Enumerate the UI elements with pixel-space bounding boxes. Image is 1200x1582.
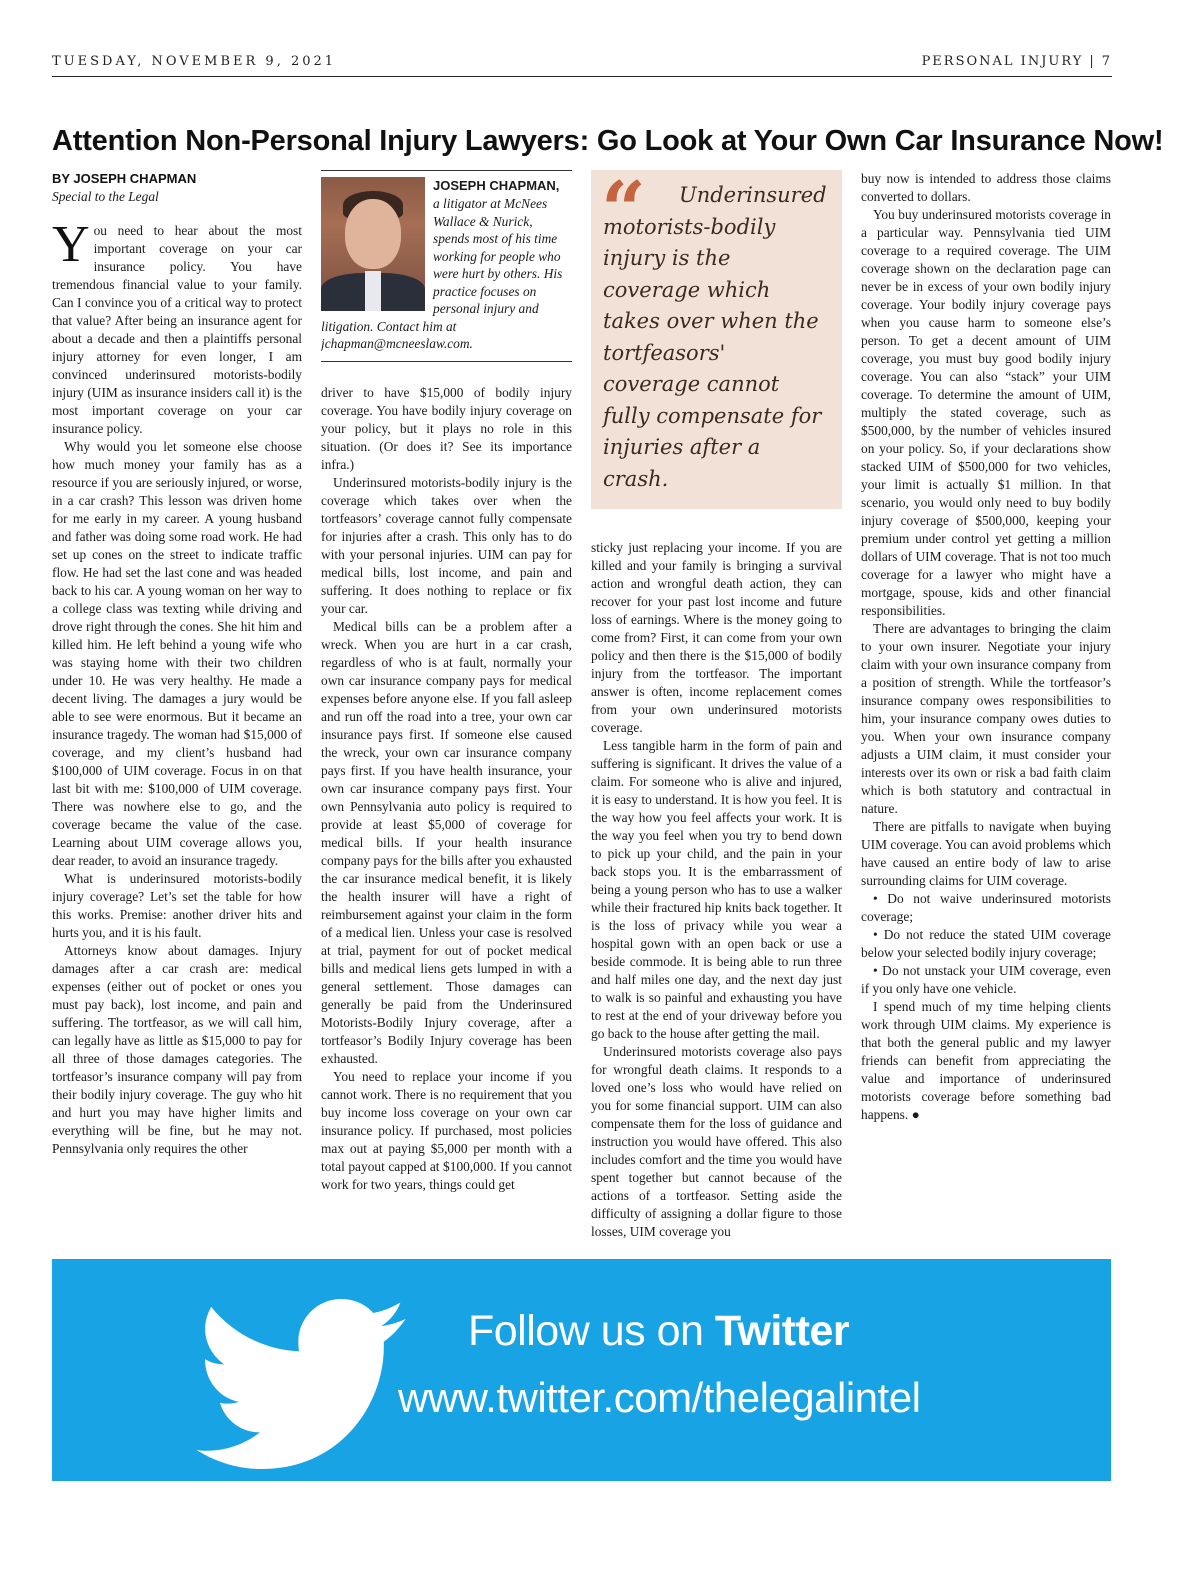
byline-author: BY JOSEPH CHAPMAN <box>52 171 197 186</box>
article-headline: Attention Non-Personal Injury Lawyers: Go Look at Your Own Car Insurance Now! <box>52 125 1164 158</box>
pull-quote-box <box>591 165 842 509</box>
twitter-follow-text <box>468 1307 849 1356</box>
paragraph-text: ou need to hear about the most important coverage on your car insurance policy. You have tremendous financial value to your family. Can I convince you of a critical way to protect that value? After being an insurance agent for about a decade and then a plaintiffs personal injury attorney for even longer, I am convinced underinsured motorists-bodily injury (UIM as insurance insiders call it) is the most important coverage on your car insurance policy. <box>52 223 302 436</box>
article-paragraph: There are pitfalls to navigate when buying UIM coverage. You can avoid problems which have caused an entire body of law to arise surrounding claims for UIM coverage. <box>861 819 1111 888</box>
twitter-bird-icon <box>196 1299 406 1469</box>
byline-subtitle: Special to the Legal <box>52 189 159 204</box>
author-bio-box <box>321 170 572 362</box>
article-paragraph: Less tangible harm in the form of pain and suffering is significant. It drives the value of a claim. For someone who is alive and injured, it is easy to understand. It is how you feel. It is the way how you feel affects your work. It is the way you feel when you try to bend down to pick up your child, and the pain in your back stops you. It is the embarrassment of being a young person who has to use a walker while their fractured hip knits back together. It is the loss of privacy while you wear a hospital gown with an open back or use a beside commode. It is being able to run three and half miles one day, and the next day just to walk is so painful and exhausting you have to rest at the end of your driveway before you go back to the house after getting the mail. <box>591 738 842 1041</box>
twitter-brand: Twitter <box>714 1307 850 1355</box>
header-rule <box>52 76 1112 77</box>
drop-cap: Y <box>52 216 90 273</box>
bio-name: JOSEPH CHAPMAN, <box>433 178 560 193</box>
author-photo <box>321 177 425 311</box>
section-name: PERSONAL INJURY <box>921 54 1084 69</box>
article-paragraph <box>52 216 302 438</box>
bio-text: a litigator at McNees Wallace & Nurick, spends most of his time working for people who were hurt by others. His practice focuses on personal injury and litigation. Contact him at jchapman@mcneeslaw.com. <box>321 196 563 351</box>
bullet-item: • Do not waive underinsured motorists coverage; <box>861 891 1111 924</box>
article-paragraph: Underinsured motorists-bodily injury is the coverage which takes over when the tortfeasors’ coverage cannot fully compensate for injuries after a crash. This only has to do with your personal injuries. UIM can pay for medical bills, lost income, and pain and suffering. It does nothing to replace or fix your car. <box>321 474 572 616</box>
article-paragraph: Underinsured motorists coverage also pays for wrongful death claims. It responds to a loved one’s loss who would have relied on you for some financial support. UIM can also compensate them for the loss of guidance and instruction you would have offered. This also includes comfort and the time you would have spent together but cannot because of the actions of a tortfeasor. Setting aside the difficulty of assigning a dollar figure to those losses, UIM coverage you <box>591 1044 842 1239</box>
bullet-item: • Do not unstack your UIM coverage, even if you only have one vehicle. <box>861 963 1111 996</box>
page-number: 7 <box>1101 54 1112 69</box>
pull-quote-text: Underinsured motorists-bodily injury is the coverage which takes over when the tortfeasors' coverage cannot fully compensate for injuries after a crash. <box>603 183 827 491</box>
article-column-3 <box>591 165 842 1241</box>
section-header <box>922 54 1112 69</box>
twitter-banner-ad[interactable] <box>52 1259 1111 1481</box>
article-paragraph: I spend much of my time helping clients work through UIM claims. My experience is that both the general public and my lawyer friends can benefit from appreciating the value and importance of underinsured motorists coverage before something bad happens. ● <box>861 999 1111 1122</box>
article-paragraph: driver to have $15,000 of bodily injury coverage. You have bodily injury coverage on your policy, but it plays no role in this situation. (Or does it? See its importance infra.) <box>321 384 572 472</box>
article-paragraph: buy now is intended to address those claims converted to dollars. <box>861 171 1111 204</box>
article-paragraph: Attorneys know about damages. Injury damages after a car crash are: medical expenses (either out of pocket or ones you must pay back), lost income, and pain and suffering. The tortfeasor, as we will call him, can legally have as little as $15,000 to pay for all three of those damages categories. The tortfeasor’s insurance company will pay from their bodily injury coverage. The guy who hit and hurt you may have higher limits and everything will be fine, but he may not. Pennsylvania only requires the other <box>52 943 302 1156</box>
article-column-4 <box>861 170 1111 1124</box>
article-paragraph: Medical bills can be a problem after a wreck. When you are hurt in a car crash, regardless of who is at fault, normally your own car insurance company pays for medical expenses before anyone else. If you fall asleep and run off the road into a tree, your own car insurance pays first. If someone else caused the wreck, your own car insurance company pays first. If you have health insurance, your own car insurance company pays first. Your own Pennsylvania auto policy is required to provide at least $5,000 of coverage for medical bills. If your health insurance company pays for the bills after you exhausted the car insurance medical benefit, it is likely the health insurer will have a right of reimbursement against your claim in the form of a medical lien. Unless your case is resolved at trial, payment for out of pocket medical bills and medical liens gets lumped in with a general settlement. Those damages can generally be paid from the Underinsured Motorists-Bodily Injury coverage, after a tortfeasor’s Bodily Injury coverage has been exhausted. <box>321 618 572 1066</box>
bullet-item: • Do not reduce the stated UIM coverage below your selected bodily injury coverage; <box>861 927 1111 960</box>
twitter-url-link[interactable]: www.twitter.com/thelegalintel <box>398 1374 921 1421</box>
quote-mark-icon: “ <box>601 165 646 256</box>
article-paragraph: You buy underinsured motorists coverage in a particular way. Pennsylvania tied UIM coverage to a required coverage. The UIM coverage shown on the declaration page can never be in excess of your own bodily injury coverage. Your bodily injury coverage pays when you cause harm to someone else’s person. To get a decent amount of UIM coverage, you must buy good bodily injury coverage. You can also “stack” your UIM coverage. To determine the amount of UIM, multiply the stated coverage, such as $500,000, by the number of vehicles insured on your policy. So, if your declarations show stacked UIM of $500,000 for two vehicles, your limit is actually $1 million. In that scenario, you would only need to buy bodily injury coverage of $500,000, keeping your premium under control yet getting a million dollars of UIM coverage. That is not too much coverage for a lawyer who might have a mortgage, spouse, kids and other financial responsibilities. <box>861 207 1111 618</box>
article-column-1 <box>52 170 302 1158</box>
article-paragraph: You need to replace your income if you cannot work. There is no requirement that you buy income loss coverage on your own car insurance policy. If purchased, most policies max out at paying $5,000 per month with a total payout capped at $100,000. If you cannot work for two years, things could get <box>321 1068 572 1192</box>
article-column-2 <box>321 170 572 1194</box>
article-paragraph: Why would you let someone else choose how much money your family has as a resource if you are seriously injured, or worse, in a car crash? This lesson was driven home for me early in my career. A young husband and father was doing some road work. He had set up cones on the street to indicate traffic flow. He had set the last cone and was headed back to his car. A young woman on her way to a college class was texting while driving and drove right through the cones. She hit him and killed him. He left behind a young wife who was staying home with their two children under 10. He was very healthy. He made a decent living. The damages a jury would be able to see were enormous. But it became an insurance tragedy. The woman had $15,000 of coverage, and my client’s husband had $100,000 of UIM coverage. Focus in on that last bit with me: $100,000 of UIM coverage. There was nowhere else to go, and the coverage became the value of the case. Learning about UIM coverage allows you, dear reader, to avoid an insurance tragedy. <box>52 439 302 868</box>
article-paragraph: sticky just replacing your income. If you are killed and your family is bringing a survival action and wrongful death action, they can recover for your past lost income and future loss of earnings. Where is the money going to come from? First, it can come from your own policy and then there is the $15,000 of bodily injury from the tortfeasor. The important answer is often, income replacement comes from your own underinsured motorists coverage. <box>591 540 842 735</box>
issue-date: TUESDAY, NOVEMBER 9, 2021 <box>52 54 337 69</box>
section-separator: | <box>1089 54 1096 69</box>
article-paragraph: There are advantages to bringing the claim to your own insurer. Negotiate your injury claim with your own insurance company from a position of strength. While the tortfeasor’s insurance company owes responsibilities to him, your insurance company owes duties to you. When your own insurance company adjusts a UIM claim, it must consider your interests over its own or risk a bad faith claim which is both statutory and contractual in nature. <box>861 621 1111 816</box>
follow-prefix: Follow us on <box>468 1307 715 1355</box>
article-paragraph: What is underinsured motorists-bodily injury coverage? Let’s set the table for how this works. Premise: another driver hits and hurts you, and it is his fault. <box>52 871 302 940</box>
